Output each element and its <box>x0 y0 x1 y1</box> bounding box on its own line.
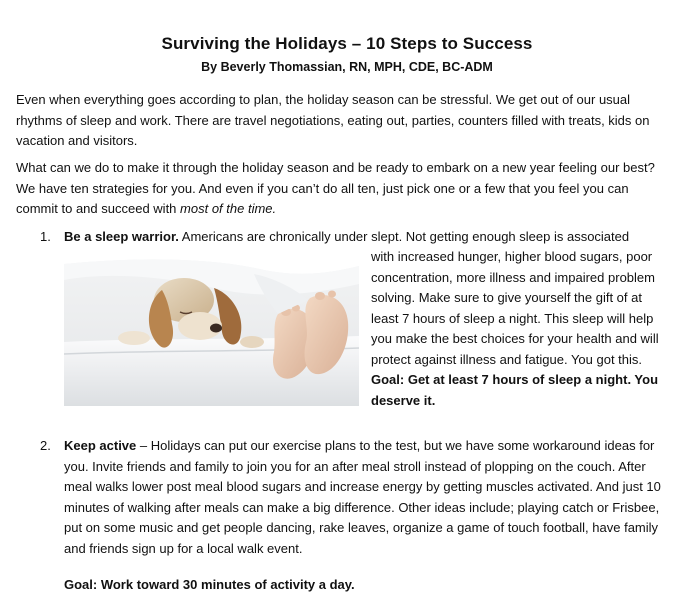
intro-paragraph <box>16 158 674 220</box>
step-number: 2. <box>40 438 51 453</box>
step-heading: Be a sleep warrior. <box>64 229 179 244</box>
intro-paragraph: Even when everything goes according to plan, the holiday season can be stressful. We get out of our usual rhythms of sleep and work. There are travel negotiations, eating out, parties, counters filled with treats, kids on vacation and visitors. <box>16 92 650 148</box>
step-lead-text: Americans are chronically under slept. Not getting enough sleep is associated <box>178 229 630 244</box>
step-body-text: with increased hunger, higher blood sugars, poor concentration, more illness and impaired problem solving. Make sure to give yourself the gift of at least 7 hours of sleep a night. This sleep will help you make the best choices for your health and will protect against illness and fatigue. You got this. <box>371 249 659 367</box>
step-body-text: – Holidays can put our exercise plans to the test, but we have some workaround ideas for you. Invite friends and family to join you for an after meal stroll instead of plopping on the couch. After meal walks lower post meal blood sugars and increase energy by getting muscles activated. And just 10 minutes of walking after meals can make a big difference. Other ideas include; playing catch or Frisbee, put on some music and get people dancing, rake leaves, organize a game of touch football, have family and friends sign up for a local walk event. <box>64 438 661 556</box>
intro-paragraph-text: What can we do to make it through the holiday season and be ready to embark on a new year feeling our best? We have ten strategies for you. And even if you can’t do all ten, just pick one or a few that you feel you can commit to and succeed with <box>16 160 655 216</box>
step-goal: Goal: Get at least 7 hours of sleep a night. You deserve it. <box>371 372 659 408</box>
dog-sleeping-with-feet-photo <box>64 254 359 406</box>
document-title: Surviving the Holidays – 10 Steps to Success <box>161 34 533 53</box>
step-number: 1. <box>40 229 51 244</box>
step-goal: Goal: Work toward 30 minutes of activity a day. <box>64 577 355 592</box>
step-heading: Keep active <box>64 438 137 453</box>
step-body <box>371 247 671 411</box>
intro-emphasis: most of the time. <box>180 201 277 216</box>
step-body <box>64 436 664 559</box>
document-byline: By Beverly Thomassian, RN, MPH, CDE, BC-ADM <box>201 60 493 74</box>
step-lead <box>64 227 674 248</box>
